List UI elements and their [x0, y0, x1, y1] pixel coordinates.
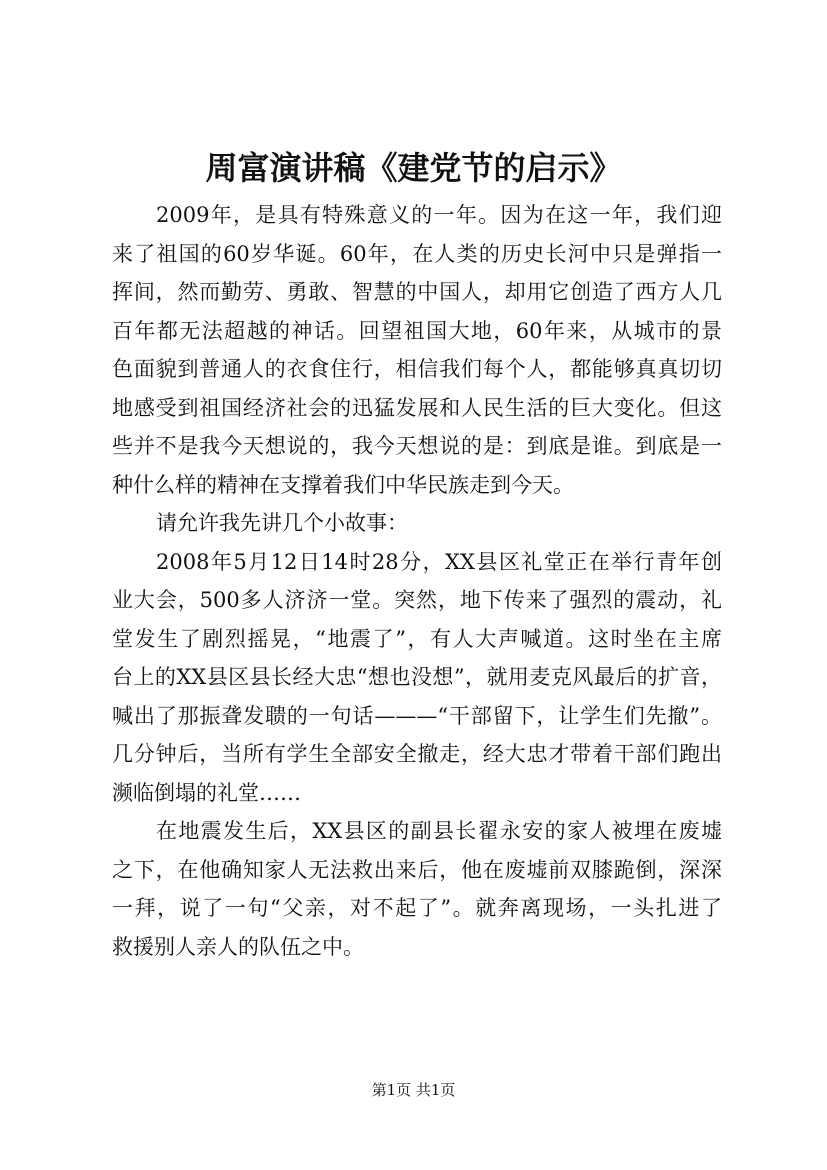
paragraph-line: 一拜，说了一句“父亲，对不起了”。就奔离现场，一头扎进了	[112, 896, 722, 920]
paragraph-line: 百年都无法超越的神话。回望祖国大地，60年来，从城市的景	[112, 318, 722, 343]
paragraph-line: 之下，在他确知家人无法救出来后，他在废墟前双膝跪倒，深深	[112, 857, 722, 882]
paragraph-line: 色面貌到普通人的衣食住行，相信我们每个人，都能够真真切切	[112, 357, 722, 381]
page-number-footer: 第1页 共1页	[371, 1081, 456, 1099]
document-body	[112, 196, 722, 966]
paragraph-line: 救援别人亲人的队伍之中。	[112, 934, 364, 959]
paragraph-line: 濒临倒塌的礼堂……	[112, 780, 301, 805]
paragraph-line: 些并不是我今天想说的，我今天想说的是：到底是谁。到底是一	[112, 434, 722, 458]
paragraph-line: 在地震发生后，XX县区的副县长翟永安的家人被埋在废墟	[156, 819, 722, 843]
paragraph-line: 请允许我先讲几个小故事：	[156, 511, 408, 535]
paragraph-line: 堂发生了剧烈摇晃，“地震了”，有人大声喊道。这时坐在主席	[112, 626, 722, 651]
paragraph-line: 挥间，然而勤劳、勇敢、智慧的中国人，却用它创造了西方人几	[112, 280, 722, 304]
paragraph-line: 台上的XX县区县长经大忠“想也没想”，就用麦克风最后的扩音，	[112, 665, 722, 689]
paragraph-line: 来了祖国的60岁华诞。60年，在人类的历史长河中只是弹指一	[112, 241, 722, 266]
paragraph-line: 喊出了那振聋发聩的一句话———“干部留下，让学生们先撤”。	[112, 703, 722, 728]
paragraph-line: 地感受到祖国经济社会的迅猛发展和人民生活的巨大变化。但这	[112, 395, 722, 420]
paragraph-line: 2009年，是具有特殊意义的一年。因为在这一年，我们迎	[156, 203, 722, 227]
paragraph-line: 业大会，500多人济济一堂。突然，地下传来了强烈的震动，礼	[112, 588, 722, 612]
paragraph-line: 2008年5月12日14时28分，XX县区礼堂正在举行青年创	[156, 549, 722, 574]
document-title: 周富演讲稿《建党节的启示》	[205, 149, 622, 187]
paragraph-line: 几分钟后，当所有学生全部安全撤走，经大忠才带着干部们跑出	[112, 742, 722, 766]
paragraph-line: 种什么样的精神在支撑着我们中华民族走到今天。	[112, 472, 574, 497]
